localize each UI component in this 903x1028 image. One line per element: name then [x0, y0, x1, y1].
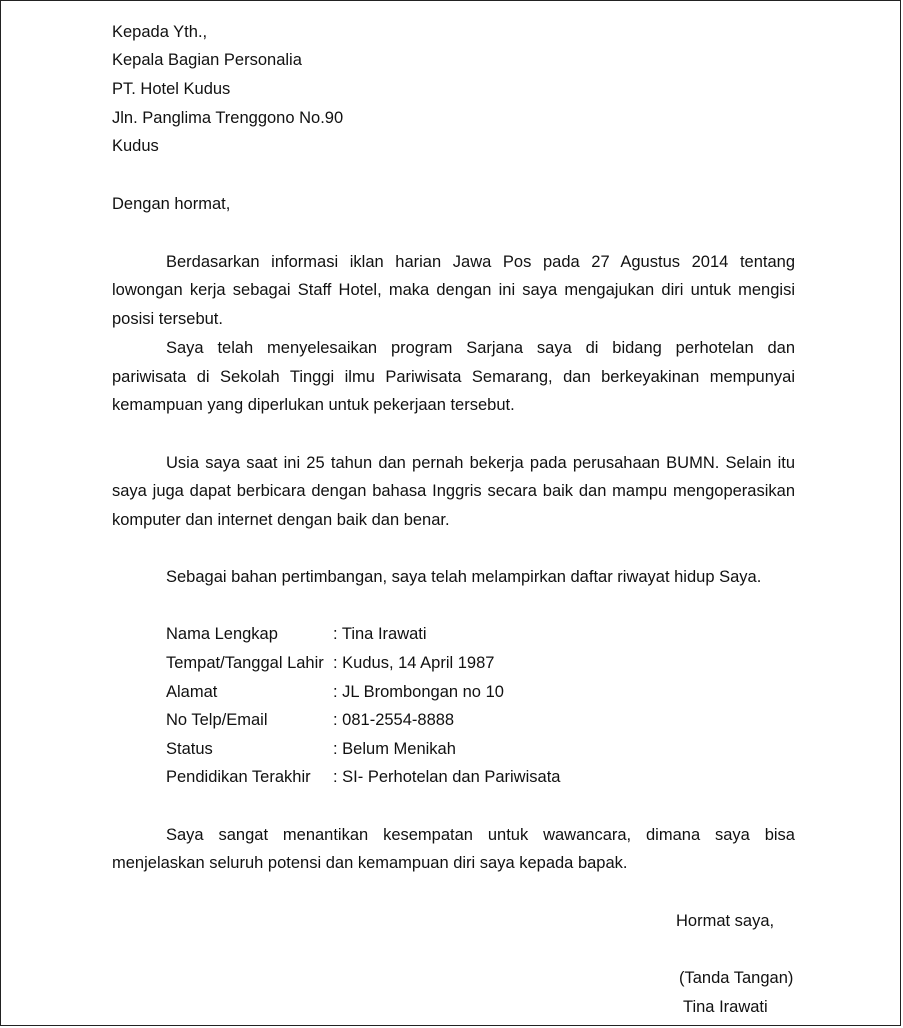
greeting: Dengan hormat, — [112, 195, 231, 213]
para1-line-3: posisi tersebut. — [112, 310, 223, 328]
detail-value: : 081-2554-8888 — [333, 711, 455, 729]
detail-label: Tempat/Tanggal Lahir — [166, 654, 324, 672]
recipient-line-4: Jln. Panglima Trenggono No.90 — [112, 109, 344, 127]
detail-label: Alamat — [166, 683, 218, 701]
para1-line-2: lowongan kerja sebagai Staff Hotel, maka dengan ini saya mengajukan diri untuk mengisi — [112, 281, 795, 299]
detail-label: Pendidikan Terakhir — [166, 768, 311, 786]
para3-line-2: saya juga dapat berbicara dengan bahasa Inggris secara baik dan mampu mengoperasikan — [112, 482, 795, 500]
recipient-line-1: Kepada Yth., — [112, 23, 208, 41]
para1-line-1: Berdasarkan informasi iklan harian Jawa Pos pada 27 Agustus 2014 tentang — [166, 253, 795, 271]
para5-line-2: menjelaskan seluruh potensi dan kemampuan diri saya kepada bapak. — [112, 854, 628, 872]
detail-value: : SI- Perhotelan dan Pariwisata — [333, 768, 561, 786]
detail-value: : Belum Menikah — [333, 740, 456, 758]
sender-name: Tina Irawati — [683, 998, 768, 1016]
para3-line-3: komputer dan internet dengan baik dan benar. — [112, 511, 450, 529]
signature-placeholder: (Tanda Tangan) — [679, 969, 794, 987]
detail-value: : Kudus, 14 April 1987 — [333, 654, 495, 672]
recipient-line-3: PT. Hotel Kudus — [112, 80, 231, 98]
detail-value: : JL Brombongan no 10 — [333, 683, 504, 701]
para2-line-3: kemampuan yang diperlukan untuk pekerjaan tersebut. — [112, 396, 515, 414]
para3-line-1: Usia saya saat ini 25 tahun dan pernah bekerja pada perusahaan BUMN. Selain itu — [166, 454, 795, 472]
para2-line-2: pariwisata di Sekolah Tinggi ilmu Pariwisata Semarang, dan berkeyakinan mempunyai — [112, 368, 795, 386]
para2-line-1: Saya telah menyelesaikan program Sarjana saya di bidang perhotelan dan — [166, 339, 795, 357]
detail-value: : Tina Irawati — [333, 625, 427, 643]
para5-line-1: Saya sangat menantikan kesempatan untuk wawancara, dimana saya bisa — [166, 826, 795, 844]
detail-label: Status — [166, 740, 213, 758]
detail-label: No Telp/Email — [166, 711, 268, 729]
recipient-line-5: Kudus — [112, 137, 159, 155]
detail-label: Nama Lengkap — [166, 625, 278, 643]
closing-salutation: Hormat saya, — [676, 912, 775, 930]
recipient-line-2: Kepala Bagian Personalia — [112, 51, 302, 69]
para4: Sebagai bahan pertimbangan, saya telah melampirkan daftar riwayat hidup Saya. — [166, 568, 762, 586]
